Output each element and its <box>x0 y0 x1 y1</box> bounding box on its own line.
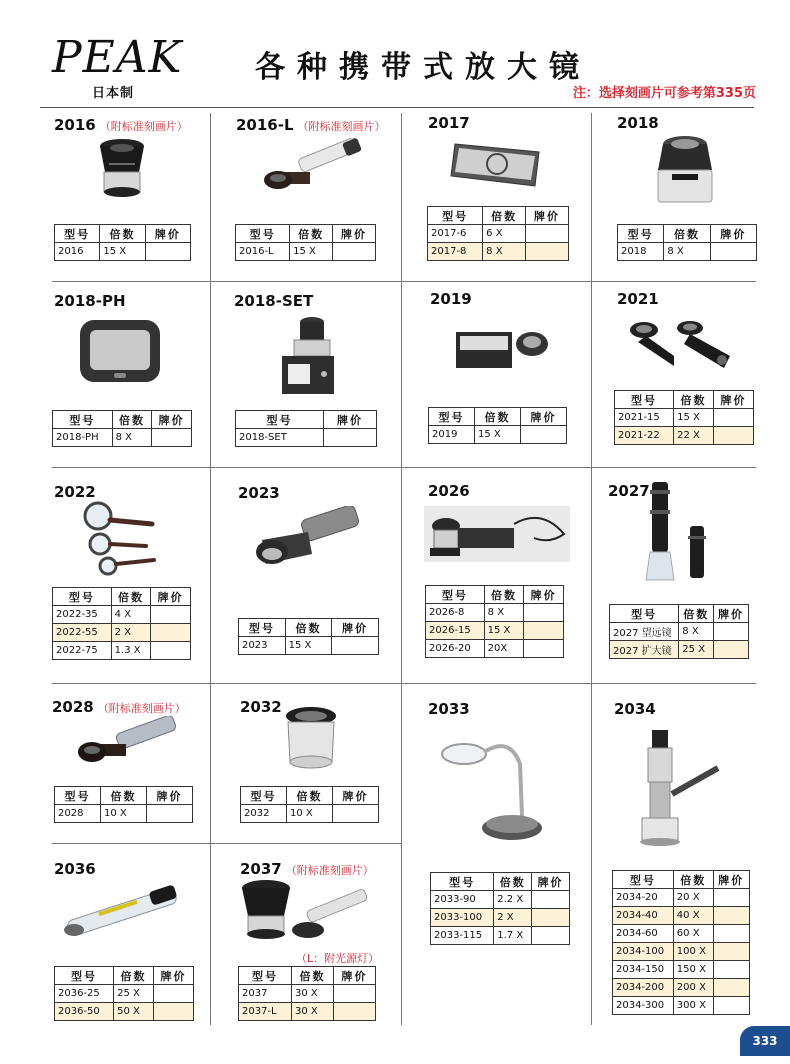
spec-table-2026: 型号 倍数 牌价 2026-8 8 X 2026-15 15 X 2026-20 20X <box>425 585 564 658</box>
loupe-2016l-image <box>258 138 368 200</box>
product-title-2036: 2036 <box>54 860 96 878</box>
monocular-2027-image <box>644 480 720 586</box>
spec-table-2037: 型号 倍数 牌价 2037 30 X 2037-L 30 X <box>238 966 376 1021</box>
product-title-2016: 2016 （附标准刻画片） <box>54 116 188 134</box>
pen-loupe-2036-image <box>58 884 182 944</box>
spec-table-2034: 型号 倍数 牌价 2034-20 20 X 2034-40 40 X 2034-60 60 X 2034-100 100 X 2034-150 150 X 2034-200 200 X 2034-300 300 X <box>612 870 750 1015</box>
product-title-2028: 2028 （附标准刻画片） <box>52 698 186 716</box>
table-row: 2034-40 40 X <box>613 907 750 925</box>
table-row: 2037-L 30 X <box>239 1003 376 1021</box>
table-row: 2017-8 8 X <box>428 243 569 261</box>
loupe-2023-image <box>252 506 364 576</box>
spec-table-2021: 型号 倍数 牌价 2021-15 15 X 2021-22 22 X <box>614 390 754 445</box>
product-title-2037: 2037 （附标准刻画片） <box>240 860 374 878</box>
product-title-2016l: 2016-L （附标准刻画片） <box>236 116 386 134</box>
loupe-2016-image <box>95 136 149 206</box>
table-row: 2027 望远镜 8 X <box>610 623 749 641</box>
table-row: 2028 10 X <box>55 805 193 823</box>
magnifier-2022-image <box>76 500 166 578</box>
product-title-2026: 2026 <box>428 482 470 500</box>
product-title-2018set: 2018-SET <box>234 292 314 310</box>
brand-origin: 日本制 <box>92 86 135 101</box>
table-row: 2016 15 X <box>55 243 191 261</box>
table-row: 2034-300 300 X <box>613 997 750 1015</box>
grid-line <box>52 281 756 282</box>
product-title-2018: 2018 <box>617 114 659 132</box>
grid-line <box>401 113 402 281</box>
grid-line <box>210 113 211 281</box>
product-note-2037-light: （L：附光源灯） <box>296 952 380 965</box>
spec-table-2032: 型号 倍数 牌价 2032 10 X <box>240 786 379 823</box>
table-row: 2033-90 2.2 X <box>431 891 570 909</box>
table-row: 2022-55 2 X <box>53 624 191 642</box>
loupe-2018set-image <box>278 312 340 396</box>
product-title-2017: 2017 <box>428 114 470 132</box>
table-row: 2021-22 22 X <box>615 427 754 445</box>
reference-note: 注：选择刻画片可参考第335页 <box>572 86 756 101</box>
spec-table-2028: 型号 倍数 牌价 2028 10 X <box>54 786 193 823</box>
product-title-2019: 2019 <box>430 290 472 308</box>
loupe-2017-image <box>447 136 547 192</box>
page-title: 各种携带式放大镜 <box>255 50 591 85</box>
table-row: 2036-50 50 X <box>55 1003 194 1021</box>
loupe-2032-image <box>282 704 340 774</box>
table-row: 2027 扩大镜 25 X <box>610 641 749 659</box>
table-row: 2016-L 15 X <box>236 243 376 261</box>
grid-line <box>210 467 211 683</box>
table-row: 2034-20 20 X <box>613 889 750 907</box>
grid-line <box>210 281 211 467</box>
grid-line <box>40 107 754 108</box>
grid-line <box>591 281 592 467</box>
grid-line <box>591 467 592 683</box>
spec-table-2017: 型号 倍数 牌价 2017-6 6 X 2017-8 8 X <box>427 206 569 261</box>
spec-table-2027: 型号 倍数 牌价 2027 望远镜 8 X 2027 扩大镜 25 X <box>609 604 749 659</box>
product-title-2032: 2032 <box>240 698 282 716</box>
spec-table-2023: 型号 倍数 牌价 2023 15 X <box>238 618 379 655</box>
product-title-2021: 2021 <box>617 290 659 308</box>
peak-logo <box>52 32 192 101</box>
table-row: 2034-200 200 X <box>613 979 750 997</box>
grid-line <box>591 683 592 1025</box>
table-row: 2022-35 4 X <box>53 606 191 624</box>
spec-table-2036: 型号 倍数 牌价 2036-25 25 X 2036-50 50 X <box>54 966 194 1021</box>
product-title-2018ph: 2018-PH <box>54 292 126 310</box>
stand-magnifier-2033-image <box>440 734 550 844</box>
table-row: 2021-15 15 X <box>615 409 754 427</box>
table-row: 2022-75 1.3 X <box>53 642 191 660</box>
table-row: 2023 15 X <box>239 637 379 655</box>
spec-table-2018: 型号 倍数 牌价 2018 8 X <box>617 224 757 261</box>
loupe-2018ph-image <box>78 318 162 384</box>
table-row: 2034-60 60 X <box>613 925 750 943</box>
product-title-2034: 2034 <box>614 700 656 718</box>
table-row: 2037 30 X <box>239 985 376 1003</box>
grid-line <box>591 113 592 281</box>
loupe-2018-image <box>650 130 720 206</box>
loupe-2028-image <box>72 716 182 776</box>
table-row: 2033-100 2 X <box>431 909 570 927</box>
spec-table-2019: 型号 倍数 牌价 2019 15 X <box>428 407 567 444</box>
table-row: 2036-25 25 X <box>55 985 194 1003</box>
spec-table-2022: 型号 倍数 牌价 2022-35 4 X 2022-55 2 X 2022-75 1.3 X <box>52 587 191 660</box>
grid-line <box>401 281 402 467</box>
table-row: 2026-15 15 X <box>426 622 564 640</box>
product-title-2022: 2022 <box>54 483 96 501</box>
product-title-2023: 2023 <box>238 484 280 502</box>
loupe-2037-image <box>236 878 376 948</box>
table-row: 2034-100 100 X <box>613 943 750 961</box>
spec-table-2018ph: 型号 倍数 牌价 2018-PH 8 X <box>52 410 192 447</box>
spec-table-2018set: 型号 牌价 2018-SET <box>235 410 377 447</box>
spec-table-2016: 型号 倍数 牌价 2016 15 X <box>54 224 191 261</box>
loupe-2019-image <box>452 322 552 372</box>
product-title-2027: 2027 <box>608 482 650 500</box>
loupe-2026-image <box>422 504 572 568</box>
table-row: 2032 10 X <box>241 805 379 823</box>
grid-line <box>401 467 402 683</box>
spec-table-2033: 型号 倍数 牌价 2033-90 2.2 X 2033-100 2 X 2033-115 1.7 X <box>430 872 570 945</box>
grid-line <box>52 843 401 844</box>
table-row: 2034-150 150 X <box>613 961 750 979</box>
table-row: 2033-115 1.7 X <box>431 927 570 945</box>
microscope-2034-image <box>636 728 728 848</box>
table-row: 2019 15 X <box>429 426 567 444</box>
brand-wordmark: PEAK <box>52 32 183 83</box>
page-number: 333 <box>740 1026 790 1056</box>
grid-line <box>401 683 402 1025</box>
grid-line <box>52 683 756 684</box>
table-row: 2017-6 6 X <box>428 225 569 243</box>
table-row: 2018-PH 8 X <box>53 429 192 447</box>
table-row: 2018-SET <box>236 429 377 447</box>
product-title-2033: 2033 <box>428 700 470 718</box>
grid-line <box>52 467 756 468</box>
table-row: 2018 8 X <box>618 243 757 261</box>
loupe-2021-image <box>624 316 740 372</box>
spec-table-2016l: 型号 倍数 牌价 2016-L 15 X <box>235 224 376 261</box>
table-row: 2026-20 20X <box>426 640 564 658</box>
grid-line <box>210 683 211 1025</box>
table-row: 2026-8 8 X <box>426 604 564 622</box>
